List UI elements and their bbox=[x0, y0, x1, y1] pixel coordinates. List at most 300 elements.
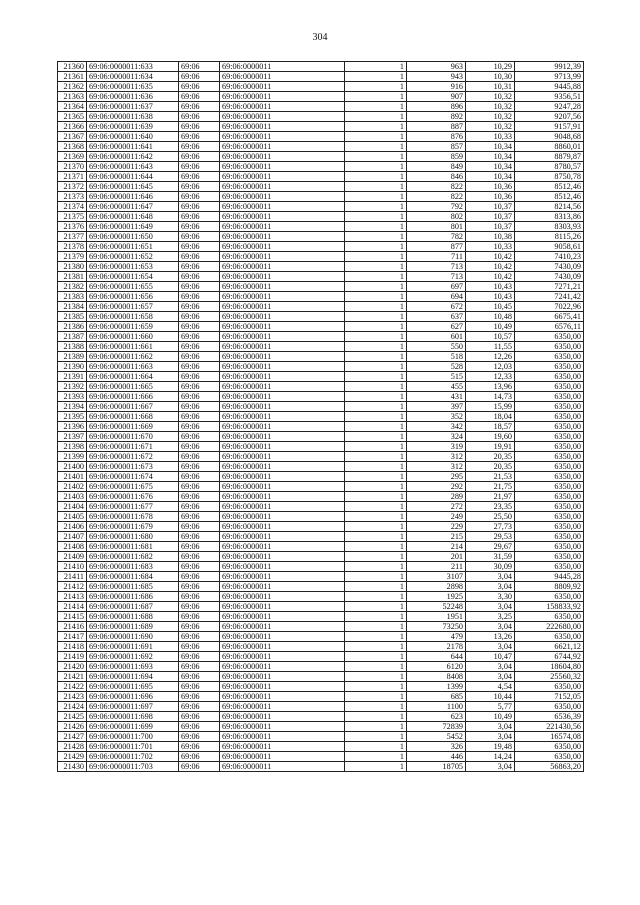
row-number-cell: 21413 bbox=[58, 592, 87, 602]
cadastral-quarter-cell: 69:06:0000011 bbox=[220, 532, 345, 542]
cadastral-quarter-cell: 69:06:0000011 bbox=[220, 182, 345, 192]
district-code-cell: 69:06 bbox=[179, 342, 220, 352]
cadastral-quarter-cell: 69:06:0000011 bbox=[220, 662, 345, 672]
table-row bbox=[58, 262, 584, 272]
cadastral-value-cell: 8313,86 bbox=[515, 212, 584, 222]
area-cell: 352 bbox=[407, 412, 466, 422]
district-code-cell: 69:06 bbox=[179, 582, 220, 592]
district-code-cell: 69:06 bbox=[179, 182, 220, 192]
object-count-cell: 1 bbox=[345, 332, 407, 342]
cadastral-quarter-cell: 69:06:0000011 bbox=[220, 442, 345, 452]
cadastral-value-cell: 6350,00 bbox=[515, 502, 584, 512]
cadastral-quarter-cell: 69:06:0000011 bbox=[220, 102, 345, 112]
specific-value-cell: 10,47 bbox=[466, 652, 515, 662]
area-cell: 249 bbox=[407, 512, 466, 522]
district-code-cell: 69:06 bbox=[179, 742, 220, 752]
cadastral-value-cell: 8860,01 bbox=[515, 142, 584, 152]
area-cell: 822 bbox=[407, 182, 466, 192]
cadastral-quarter-cell: 69:06:0000011 bbox=[220, 132, 345, 142]
cadastral-quarter-cell: 69:06:0000011 bbox=[220, 452, 345, 462]
object-count-cell: 1 bbox=[345, 762, 407, 772]
specific-value-cell: 10,43 bbox=[466, 292, 515, 302]
district-code-cell: 69:06 bbox=[179, 192, 220, 202]
table-row bbox=[58, 152, 584, 162]
cadastral-quarter-cell: 69:06:0000011 bbox=[220, 462, 345, 472]
cadastral-quarter-cell: 69:06:0000011 bbox=[220, 492, 345, 502]
area-cell: 857 bbox=[407, 142, 466, 152]
object-count-cell: 1 bbox=[345, 352, 407, 362]
object-count-cell: 1 bbox=[345, 582, 407, 592]
cadastral-quarter-cell: 69:06:0000011 bbox=[220, 592, 345, 602]
specific-value-cell: 10,36 bbox=[466, 182, 515, 192]
area-cell: 892 bbox=[407, 112, 466, 122]
district-code-cell: 69:06 bbox=[179, 292, 220, 302]
row-number-cell: 21395 bbox=[58, 412, 87, 422]
row-number-cell: 21370 bbox=[58, 162, 87, 172]
table-row bbox=[58, 392, 584, 402]
cadastral-value-cell: 9445,28 bbox=[515, 572, 584, 582]
cadastral-number-cell: 69:06:0000011:702 bbox=[87, 752, 179, 762]
cadastral-quarter-cell: 69:06:0000011 bbox=[220, 612, 345, 622]
cadastral-number-cell: 69:06:0000011:636 bbox=[87, 92, 179, 102]
table-row bbox=[58, 752, 584, 762]
cadastral-quarter-cell: 69:06:0000011 bbox=[220, 192, 345, 202]
area-cell: 849 bbox=[407, 162, 466, 172]
cadastral-quarter-cell: 69:06:0000011 bbox=[220, 382, 345, 392]
cadastral-value-cell: 8512,46 bbox=[515, 182, 584, 192]
specific-value-cell: 25,50 bbox=[466, 512, 515, 522]
cadastral-quarter-cell: 69:06:0000011 bbox=[220, 362, 345, 372]
cadastral-quarter-cell: 69:06:0000011 bbox=[220, 292, 345, 302]
area-cell: 326 bbox=[407, 742, 466, 752]
cadastral-number-cell: 69:06:0000011:654 bbox=[87, 272, 179, 282]
specific-value-cell: 3,04 bbox=[466, 582, 515, 592]
cadastral-number-cell: 69:06:0000011:676 bbox=[87, 492, 179, 502]
table-row bbox=[58, 722, 584, 732]
cadastral-value-cell: 6576,11 bbox=[515, 322, 584, 332]
area-cell: 18705 bbox=[407, 762, 466, 772]
cadastral-quarter-cell: 69:06:0000011 bbox=[220, 572, 345, 582]
area-cell: 52248 bbox=[407, 602, 466, 612]
specific-value-cell: 13,96 bbox=[466, 382, 515, 392]
table-row bbox=[58, 622, 584, 632]
object-count-cell: 1 bbox=[345, 172, 407, 182]
table-row bbox=[58, 402, 584, 412]
cadastral-number-cell: 69:06:0000011:640 bbox=[87, 132, 179, 142]
area-cell: 201 bbox=[407, 552, 466, 562]
object-count-cell: 1 bbox=[345, 282, 407, 292]
area-cell: 943 bbox=[407, 72, 466, 82]
cadastral-number-cell: 69:06:0000011:673 bbox=[87, 462, 179, 472]
district-code-cell: 69:06 bbox=[179, 532, 220, 542]
cadastral-value-cell: 6350,00 bbox=[515, 362, 584, 372]
area-cell: 627 bbox=[407, 322, 466, 332]
cadastral-number-cell: 69:06:0000011:663 bbox=[87, 362, 179, 372]
cadastral-quarter-cell: 69:06:0000011 bbox=[220, 212, 345, 222]
object-count-cell: 1 bbox=[345, 412, 407, 422]
specific-value-cell: 3,04 bbox=[466, 722, 515, 732]
row-number-cell: 21404 bbox=[58, 502, 87, 512]
row-number-cell: 21374 bbox=[58, 202, 87, 212]
cadastral-number-cell: 69:06:0000011:684 bbox=[87, 572, 179, 582]
object-count-cell: 1 bbox=[345, 442, 407, 452]
cadastral-number-cell: 69:06:0000011:689 bbox=[87, 622, 179, 632]
cadastral-value-cell: 6350,00 bbox=[515, 352, 584, 362]
specific-value-cell: 10,48 bbox=[466, 312, 515, 322]
table-row bbox=[58, 172, 584, 182]
cadastral-value-cell: 6744,92 bbox=[515, 652, 584, 662]
cadastral-number-cell: 69:06:0000011:699 bbox=[87, 722, 179, 732]
district-code-cell: 69:06 bbox=[179, 652, 220, 662]
cadastral-value-cell: 7152,05 bbox=[515, 692, 584, 702]
specific-value-cell: 10,42 bbox=[466, 252, 515, 262]
cadastral-value-cell: 6350,00 bbox=[515, 612, 584, 622]
area-cell: 672 bbox=[407, 302, 466, 312]
object-count-cell: 1 bbox=[345, 142, 407, 152]
object-count-cell: 1 bbox=[345, 632, 407, 642]
specific-value-cell: 10,37 bbox=[466, 222, 515, 232]
row-number-cell: 21388 bbox=[58, 342, 87, 352]
table-row bbox=[58, 272, 584, 282]
cadastral-number-cell: 69:06:0000011:639 bbox=[87, 122, 179, 132]
table-row bbox=[58, 692, 584, 702]
table-row bbox=[58, 572, 584, 582]
cadastral-value-cell: 6350,00 bbox=[515, 402, 584, 412]
specific-value-cell: 30,09 bbox=[466, 562, 515, 572]
cadastral-value-cell: 6350,00 bbox=[515, 532, 584, 542]
table-row bbox=[58, 122, 584, 132]
table-row bbox=[58, 642, 584, 652]
object-count-cell: 1 bbox=[345, 152, 407, 162]
specific-value-cell: 10,32 bbox=[466, 112, 515, 122]
row-number-cell: 21379 bbox=[58, 252, 87, 262]
cadastral-number-cell: 69:06:0000011:674 bbox=[87, 472, 179, 482]
object-count-cell: 1 bbox=[345, 92, 407, 102]
area-cell: 916 bbox=[407, 82, 466, 92]
cadastral-quarter-cell: 69:06:0000011 bbox=[220, 392, 345, 402]
row-number-cell: 21424 bbox=[58, 702, 87, 712]
cadastral-quarter-cell: 69:06:0000011 bbox=[220, 722, 345, 732]
area-cell: 72839 bbox=[407, 722, 466, 732]
table-row bbox=[58, 512, 584, 522]
cadastral-quarter-cell: 69:06:0000011 bbox=[220, 232, 345, 242]
specific-value-cell: 10,32 bbox=[466, 122, 515, 132]
object-count-cell: 1 bbox=[345, 712, 407, 722]
district-code-cell: 69:06 bbox=[179, 762, 220, 772]
table-row bbox=[58, 282, 584, 292]
specific-value-cell: 31,59 bbox=[466, 552, 515, 562]
cadastral-number-cell: 69:06:0000011:637 bbox=[87, 102, 179, 112]
specific-value-cell: 27,73 bbox=[466, 522, 515, 532]
cadastral-number-cell: 69:06:0000011:669 bbox=[87, 422, 179, 432]
district-code-cell: 69:06 bbox=[179, 482, 220, 492]
table-row bbox=[58, 592, 584, 602]
object-count-cell: 1 bbox=[345, 112, 407, 122]
district-code-cell: 69:06 bbox=[179, 452, 220, 462]
table-row bbox=[58, 652, 584, 662]
specific-value-cell: 10,29 bbox=[466, 62, 515, 72]
cadastral-value-cell: 6350,00 bbox=[515, 562, 584, 572]
specific-value-cell: 10,42 bbox=[466, 262, 515, 272]
object-count-cell: 1 bbox=[345, 542, 407, 552]
cadastral-number-cell: 69:06:0000011:660 bbox=[87, 332, 179, 342]
cadastral-value-cell: 6350,00 bbox=[515, 592, 584, 602]
district-code-cell: 69:06 bbox=[179, 602, 220, 612]
object-count-cell: 1 bbox=[345, 372, 407, 382]
cadastral-number-cell: 69:06:0000011:638 bbox=[87, 112, 179, 122]
district-code-cell: 69:06 bbox=[179, 622, 220, 632]
cadastral-value-cell: 6350,00 bbox=[515, 492, 584, 502]
district-code-cell: 69:06 bbox=[179, 462, 220, 472]
row-number-cell: 21414 bbox=[58, 602, 87, 612]
cadastral-number-cell: 69:06:0000011:658 bbox=[87, 312, 179, 322]
table-row bbox=[58, 352, 584, 362]
cadastral-value-cell: 6350,00 bbox=[515, 372, 584, 382]
cadastral-number-cell: 69:06:0000011:644 bbox=[87, 172, 179, 182]
cadastral-quarter-cell: 69:06:0000011 bbox=[220, 152, 345, 162]
cadastral-quarter-cell: 69:06:0000011 bbox=[220, 542, 345, 552]
row-number-cell: 21368 bbox=[58, 142, 87, 152]
object-count-cell: 1 bbox=[345, 122, 407, 132]
district-code-cell: 69:06 bbox=[179, 162, 220, 172]
object-count-cell: 1 bbox=[345, 552, 407, 562]
area-cell: 518 bbox=[407, 352, 466, 362]
cadastral-value-cell: 6350,00 bbox=[515, 702, 584, 712]
area-cell: 8408 bbox=[407, 672, 466, 682]
table-row bbox=[58, 292, 584, 302]
area-cell: 697 bbox=[407, 282, 466, 292]
specific-value-cell: 5,77 bbox=[466, 702, 515, 712]
cadastral-number-cell: 69:06:0000011:686 bbox=[87, 592, 179, 602]
table-row bbox=[58, 682, 584, 692]
cadastral-quarter-cell: 69:06:0000011 bbox=[220, 162, 345, 172]
area-cell: 876 bbox=[407, 132, 466, 142]
area-cell: 455 bbox=[407, 382, 466, 392]
cadastral-value-cell: 6350,00 bbox=[515, 682, 584, 692]
cadastral-number-cell: 69:06:0000011:650 bbox=[87, 232, 179, 242]
object-count-cell: 1 bbox=[345, 382, 407, 392]
district-code-cell: 69:06 bbox=[179, 492, 220, 502]
district-code-cell: 69:06 bbox=[179, 552, 220, 562]
row-number-cell: 21394 bbox=[58, 402, 87, 412]
cadastral-number-cell: 69:06:0000011:703 bbox=[87, 762, 179, 772]
cadastral-quarter-cell: 69:06:0000011 bbox=[220, 272, 345, 282]
specific-value-cell: 10,32 bbox=[466, 92, 515, 102]
area-cell: 877 bbox=[407, 242, 466, 252]
row-number-cell: 21362 bbox=[58, 82, 87, 92]
cadastral-quarter-cell: 69:06:0000011 bbox=[220, 112, 345, 122]
cadastral-value-cell: 6350,00 bbox=[515, 632, 584, 642]
cadastral-quarter-cell: 69:06:0000011 bbox=[220, 652, 345, 662]
cadastral-value-cell: 9713,99 bbox=[515, 72, 584, 82]
table-row bbox=[58, 242, 584, 252]
cadastral-value-cell: 9247,28 bbox=[515, 102, 584, 112]
cadastral-number-cell: 69:06:0000011:687 bbox=[87, 602, 179, 612]
district-code-cell: 69:06 bbox=[179, 332, 220, 342]
cadastral-number-cell: 69:06:0000011:679 bbox=[87, 522, 179, 532]
specific-value-cell: 10,44 bbox=[466, 692, 515, 702]
cadastral-value-cell: 6350,00 bbox=[515, 482, 584, 492]
district-code-cell: 69:06 bbox=[179, 212, 220, 222]
row-number-cell: 21383 bbox=[58, 292, 87, 302]
cadastral-value-table bbox=[57, 61, 584, 772]
cadastral-quarter-cell: 69:06:0000011 bbox=[220, 342, 345, 352]
table-row bbox=[58, 562, 584, 572]
district-code-cell: 69:06 bbox=[179, 572, 220, 582]
area-cell: 801 bbox=[407, 222, 466, 232]
cadastral-quarter-cell: 69:06:0000011 bbox=[220, 82, 345, 92]
cadastral-quarter-cell: 69:06:0000011 bbox=[220, 752, 345, 762]
row-number-cell: 21386 bbox=[58, 322, 87, 332]
cadastral-number-cell: 69:06:0000011:661 bbox=[87, 342, 179, 352]
page-number: 304 bbox=[312, 32, 328, 43]
object-count-cell: 1 bbox=[345, 572, 407, 582]
area-cell: 211 bbox=[407, 562, 466, 572]
object-count-cell: 1 bbox=[345, 422, 407, 432]
specific-value-cell: 10,57 bbox=[466, 332, 515, 342]
object-count-cell: 1 bbox=[345, 402, 407, 412]
table-row bbox=[58, 472, 584, 482]
cadastral-value-cell: 6350,00 bbox=[515, 332, 584, 342]
specific-value-cell: 10,33 bbox=[466, 242, 515, 252]
table-row bbox=[58, 582, 584, 592]
cadastral-value-cell: 6350,00 bbox=[515, 472, 584, 482]
area-cell: 214 bbox=[407, 542, 466, 552]
object-count-cell: 1 bbox=[345, 522, 407, 532]
cadastral-value-cell: 7022,96 bbox=[515, 302, 584, 312]
cadastral-number-cell: 69:06:0000011:696 bbox=[87, 692, 179, 702]
row-number-cell: 21418 bbox=[58, 642, 87, 652]
object-count-cell: 1 bbox=[345, 132, 407, 142]
object-count-cell: 1 bbox=[345, 482, 407, 492]
cadastral-value-cell: 6350,00 bbox=[515, 462, 584, 472]
table-row bbox=[58, 552, 584, 562]
cadastral-value-cell: 25560,32 bbox=[515, 672, 584, 682]
cadastral-number-cell: 69:06:0000011:668 bbox=[87, 412, 179, 422]
cadastral-value-cell: 6350,00 bbox=[515, 742, 584, 752]
row-number-cell: 21390 bbox=[58, 362, 87, 372]
specific-value-cell: 3,04 bbox=[466, 622, 515, 632]
cadastral-quarter-cell: 69:06:0000011 bbox=[220, 142, 345, 152]
cadastral-value-cell: 7430,09 bbox=[515, 262, 584, 272]
cadastral-quarter-cell: 69:06:0000011 bbox=[220, 372, 345, 382]
area-cell: 1399 bbox=[407, 682, 466, 692]
area-cell: 713 bbox=[407, 272, 466, 282]
table-row bbox=[58, 632, 584, 642]
cadastral-quarter-cell: 69:06:0000011 bbox=[220, 322, 345, 332]
cadastral-quarter-cell: 69:06:0000011 bbox=[220, 402, 345, 412]
row-number-cell: 21415 bbox=[58, 612, 87, 622]
specific-value-cell: 10,43 bbox=[466, 282, 515, 292]
row-number-cell: 21397 bbox=[58, 432, 87, 442]
cadastral-quarter-cell: 69:06:0000011 bbox=[220, 422, 345, 432]
row-number-cell: 21422 bbox=[58, 682, 87, 692]
object-count-cell: 1 bbox=[345, 72, 407, 82]
cadastral-number-cell: 69:06:0000011:648 bbox=[87, 212, 179, 222]
district-code-cell: 69:06 bbox=[179, 272, 220, 282]
cadastral-value-cell: 7241,42 bbox=[515, 292, 584, 302]
area-cell: 446 bbox=[407, 752, 466, 762]
cadastral-value-cell: 8512,46 bbox=[515, 192, 584, 202]
object-count-cell: 1 bbox=[345, 722, 407, 732]
cadastral-value-cell: 6536,39 bbox=[515, 712, 584, 722]
cadastral-number-cell: 69:06:0000011:652 bbox=[87, 252, 179, 262]
cadastral-number-cell: 69:06:0000011:642 bbox=[87, 152, 179, 162]
cadastral-quarter-cell: 69:06:0000011 bbox=[220, 582, 345, 592]
object-count-cell: 1 bbox=[345, 592, 407, 602]
row-number-cell: 21398 bbox=[58, 442, 87, 452]
area-cell: 342 bbox=[407, 422, 466, 432]
cadastral-quarter-cell: 69:06:0000011 bbox=[220, 502, 345, 512]
table-row bbox=[58, 72, 584, 82]
specific-value-cell: 12,26 bbox=[466, 352, 515, 362]
cadastral-number-cell: 69:06:0000011:688 bbox=[87, 612, 179, 622]
cadastral-value-cell: 9912,39 bbox=[515, 62, 584, 72]
area-cell: 685 bbox=[407, 692, 466, 702]
cadastral-number-cell: 69:06:0000011:665 bbox=[87, 382, 179, 392]
district-code-cell: 69:06 bbox=[179, 392, 220, 402]
cadastral-number-cell: 69:06:0000011:646 bbox=[87, 192, 179, 202]
cadastral-quarter-cell: 69:06:0000011 bbox=[220, 712, 345, 722]
row-number-cell: 21417 bbox=[58, 632, 87, 642]
cadastral-quarter-cell: 69:06:0000011 bbox=[220, 642, 345, 652]
cadastral-value-cell: 6675,41 bbox=[515, 312, 584, 322]
object-count-cell: 1 bbox=[345, 692, 407, 702]
specific-value-cell: 10,34 bbox=[466, 152, 515, 162]
cadastral-value-cell: 9445,88 bbox=[515, 82, 584, 92]
cadastral-number-cell: 69:06:0000011:664 bbox=[87, 372, 179, 382]
specific-value-cell: 18,04 bbox=[466, 412, 515, 422]
cadastral-number-cell: 69:06:0000011:666 bbox=[87, 392, 179, 402]
object-count-cell: 1 bbox=[345, 702, 407, 712]
row-number-cell: 21376 bbox=[58, 222, 87, 232]
cadastral-number-cell: 69:06:0000011:675 bbox=[87, 482, 179, 492]
object-count-cell: 1 bbox=[345, 492, 407, 502]
specific-value-cell: 10,33 bbox=[466, 132, 515, 142]
row-number-cell: 21410 bbox=[58, 562, 87, 572]
cadastral-quarter-cell: 69:06:0000011 bbox=[220, 432, 345, 442]
table-row bbox=[58, 452, 584, 462]
cadastral-value-cell: 6350,00 bbox=[515, 442, 584, 452]
cadastral-value-cell: 16574,08 bbox=[515, 732, 584, 742]
object-count-cell: 1 bbox=[345, 322, 407, 332]
specific-value-cell: 10,37 bbox=[466, 202, 515, 212]
table-row bbox=[58, 202, 584, 212]
specific-value-cell: 3,25 bbox=[466, 612, 515, 622]
area-cell: 312 bbox=[407, 462, 466, 472]
district-code-cell: 69:06 bbox=[179, 132, 220, 142]
district-code-cell: 69:06 bbox=[179, 472, 220, 482]
object-count-cell: 1 bbox=[345, 752, 407, 762]
cadastral-number-cell: 69:06:0000011:683 bbox=[87, 562, 179, 572]
specific-value-cell: 3,04 bbox=[466, 572, 515, 582]
object-count-cell: 1 bbox=[345, 272, 407, 282]
table-row bbox=[58, 252, 584, 262]
table-row bbox=[58, 82, 584, 92]
cadastral-quarter-cell: 69:06:0000011 bbox=[220, 222, 345, 232]
specific-value-cell: 12,33 bbox=[466, 372, 515, 382]
cadastral-quarter-cell: 69:06:0000011 bbox=[220, 672, 345, 682]
row-number-cell: 21382 bbox=[58, 282, 87, 292]
cadastral-number-cell: 69:06:0000011:697 bbox=[87, 702, 179, 712]
area-cell: 229 bbox=[407, 522, 466, 532]
row-number-cell: 21384 bbox=[58, 302, 87, 312]
object-count-cell: 1 bbox=[345, 452, 407, 462]
cadastral-quarter-cell: 69:06:0000011 bbox=[220, 732, 345, 742]
cadastral-quarter-cell: 69:06:0000011 bbox=[220, 632, 345, 642]
cadastral-quarter-cell: 69:06:0000011 bbox=[220, 522, 345, 532]
table-row bbox=[58, 132, 584, 142]
